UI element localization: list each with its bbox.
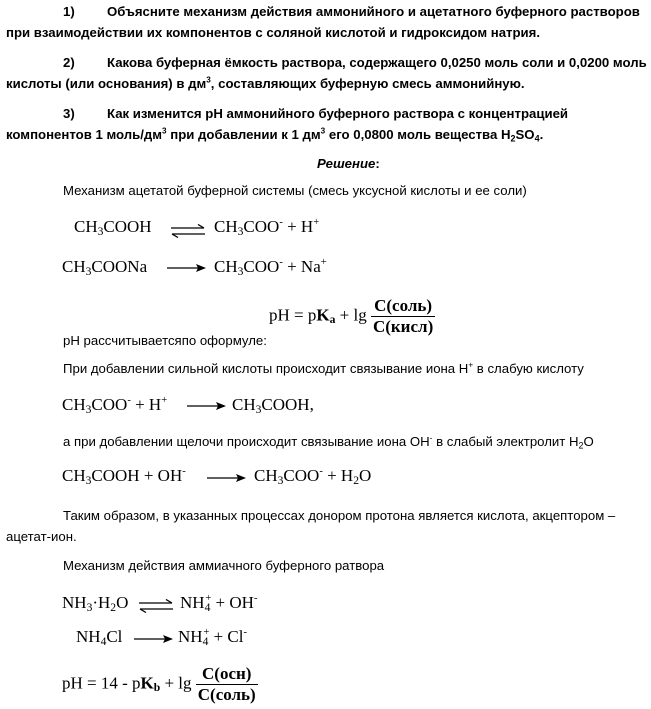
equilibrium-arrow-icon [169,224,207,238]
eq4-right: $CH_3COO^- + H_2O$ [254,466,372,488]
question-2-line-1: Какова буферная ёмкость раствора, содержащего 0,0250 моль соли и 0,0200 моль [107,55,647,70]
acid-addition-text: При добавлении сильной кислоты происходит связывание иона H+ в слабую кислоту [63,360,584,376]
formula1-denominator: C(кисл) [372,317,434,336]
base-addition-text: а при добавлении щелочи происходит связывание иона OH- в слабый электролит $H_2O$ [63,433,594,451]
equilibrium-arrow-icon [137,599,175,613]
right-arrow-icon [133,633,175,645]
formula2-numerator: C(осн) [196,664,258,685]
formula-ph-acid: pH = $pK_a + \lg$ $\frac{\text{C(соль)}}{\text{C(кисл)}}$ [269,296,434,336]
eq5-left: $NH_3\cdot H_2O$ [62,593,129,615]
eq6-left: $NH_4Cl$ [76,627,123,649]
right-arrow-icon [166,262,208,274]
eq1-left: $CH_3COOH$ [74,217,152,239]
question-1-line-2: при взаимодействии их компонентов с соляной кислотой и гидроксидом натрия. [6,25,541,40]
question-3-number: 3) [63,106,75,121]
question-3-line-1: Как изменится pH аммонийного буферного раствора с концентрацией [107,106,569,121]
eq6-right: $NH_4^+ + Cl^-$ [178,627,247,649]
formula1-numerator: C(соль) [371,296,435,317]
right-arrow-icon [186,400,228,412]
eq4-left: $CH_3COOH + OH^-$ [62,466,186,488]
ammonia-intro-text: Механизм действия аммиачного буферного ратвора [63,558,385,573]
eq3-right: $CH_3COOH$, [232,395,314,417]
formula2-denominator: C(соль) [197,685,256,704]
question-2-number: 2) [63,55,75,70]
eq2-left: $CH_3COONa$ [62,257,148,279]
question-1-line-1: Объясните механизм действия аммонийного и ацетатного буферного растворов [107,4,640,19]
question-3-line-2: компонентов 1 моль/$дм^3$ при добавлении к 1 $дм^3$ его 0,0800 моль вещества $H_2SO_4$. [6,126,544,144]
eq3-left: $CH_3COO^- + H^+$ [62,395,168,417]
formula-note-text: pH рассчитываетсяпо оформуле: [63,333,267,348]
solution-heading: Решение: [317,156,380,171]
conclusion-line-1: Таким образом, в указанных процессах донором протона является кислота, акцептором – [63,508,616,523]
question-1-number: 1) [63,4,75,19]
right-arrow-icon [206,472,248,484]
eq2-right: $CH_3COO^- + Na^+$ [214,257,327,279]
question-2-line-2: кислоты (или основания) в $дм^3$, составляющих буферную смесь аммонийную. [6,75,525,91]
formula-ph-base: pH = $14 - pK_b + \lg$ $\frac{\text{C(осн)}}{\text{C(соль)}}$ [62,664,256,704]
acetate-intro-text: Механизм ацетатой буферной системы (смесь уксусной кислоты и ее соли) [63,183,527,198]
conclusion-line-2: ацетат-ион. [6,529,77,544]
eq1-right: $CH_3COO^- + H^+$ [214,217,320,239]
eq5-right: $NH_4^+ + OH^-$ [180,593,258,615]
